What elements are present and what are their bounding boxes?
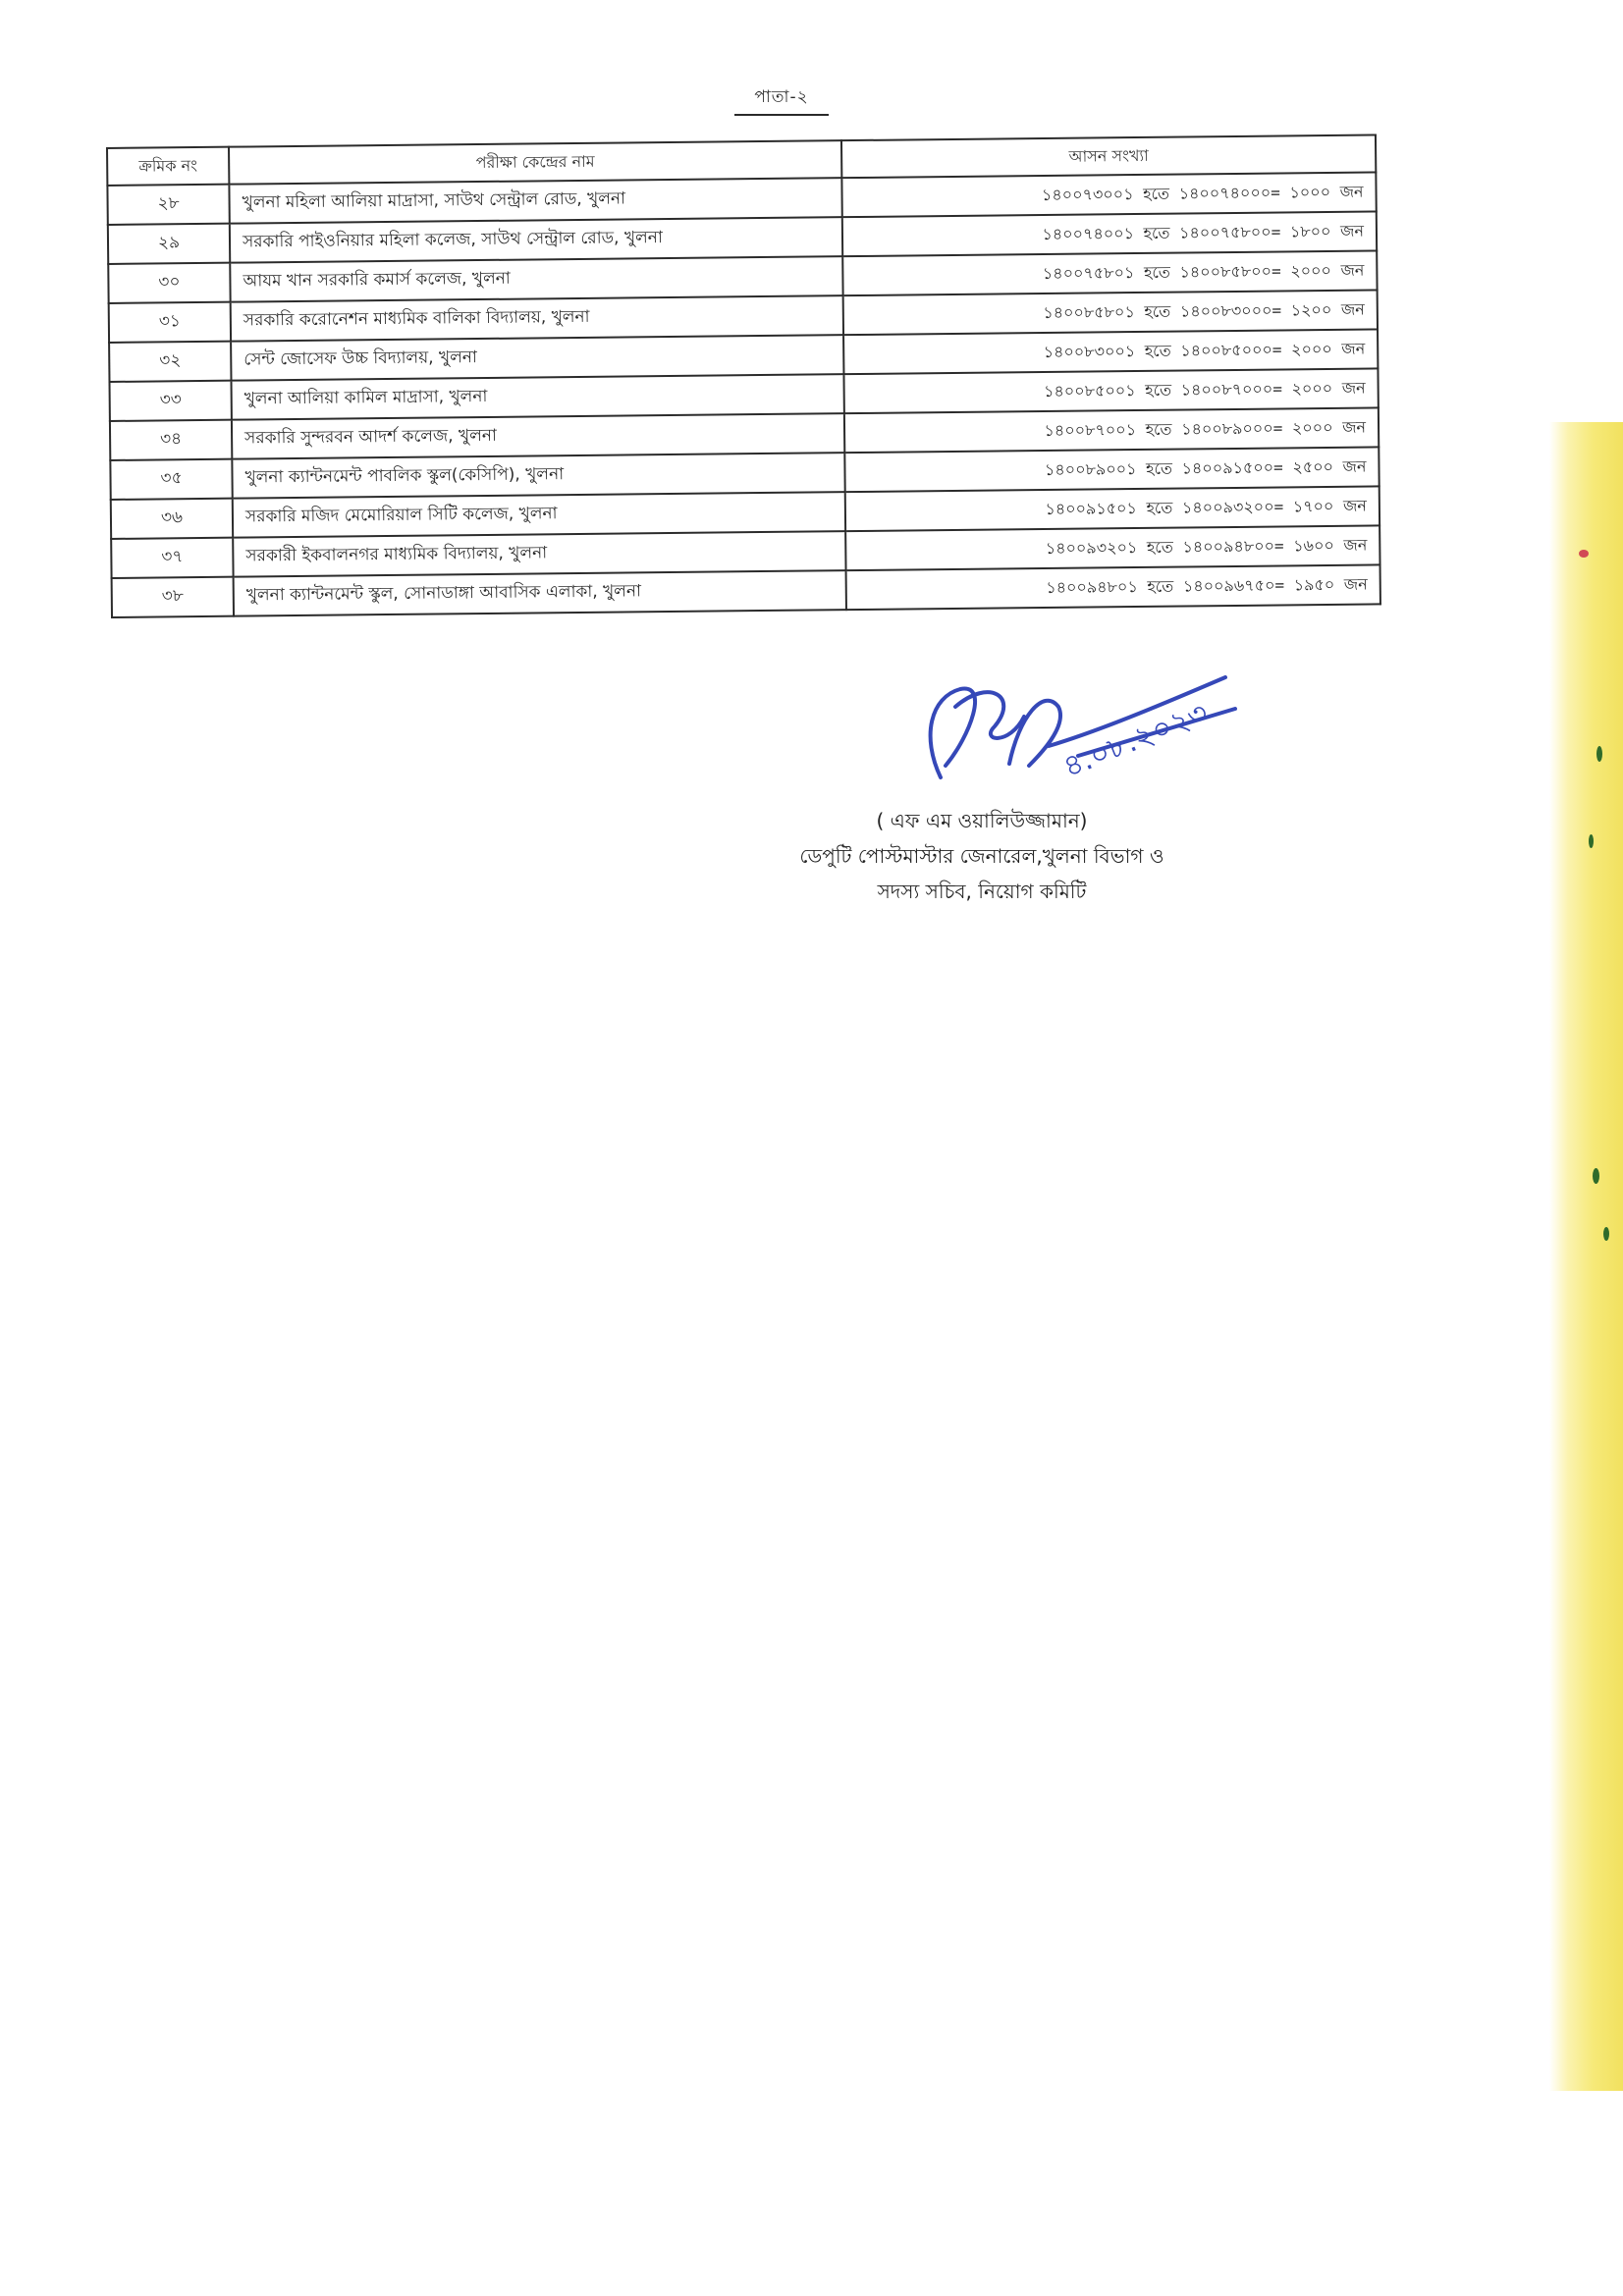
row-seat-range: ১৪০০৯৪৮০১ হতে ১৪০০৯৬৭৫০= ১৯৫০ জন [846,564,1380,610]
row-center-name: সেন্ট জোসেফ উচ্চ বিদ্যালয়, খুলনা [231,335,843,381]
row-center-name: খুলনা মহিলা আলিয়া মাদ্রাসা, সাউথ সেন্ট্রাল রোড, খুলনা [229,178,841,224]
header-seat-count: আসন সংখ্যা [841,134,1376,178]
row-serial: ২৯ [108,224,230,264]
row-serial: ৩৬ [111,499,233,539]
signature-date: ৪.০৮.২০২৩ [1057,695,1214,785]
signatory-role: সদস্য সচিব, নিয়োগ কমিটি [877,880,1087,903]
row-seat-range: ১৪০০৭৫৮০১ হতে ১৪০০৮৫৮০০= ২০০০ জন [842,250,1377,295]
page-number-label: পাতা-২ [734,84,829,116]
signatory-name: ( এফ এম ওয়ালিউজ্জামান) [876,809,1088,832]
row-center-name: খুলনা ক্যান্টনমেন্ট পাবলিক স্কুল(কেসিপি), খুলনা [232,453,844,499]
paper-stain [1549,422,1623,2091]
row-serial: ৩৫ [110,459,232,500]
row-serial: ৩০ [108,263,230,303]
signatory-block [707,803,1257,909]
row-seat-range: ১৪০০৭৪০০১ হতে ১৪০০৭৫৮০০= ১৮০০ জন [842,211,1377,256]
row-center-name: সরকারি করোনেশন মাধ্যমিক বালিকা বিদ্যালয়, খুলনা [231,295,843,342]
row-seat-range: ১৪০০৮৫৮০১ হতে ১৪০০৮৩০০০= ১২০০ জন [843,290,1378,335]
row-serial: ৩৮ [112,577,234,617]
row-serial: ৩৪ [110,420,232,460]
header-serial: ক্রমিক নং [107,147,229,186]
exam-center-table [106,133,1381,618]
row-seat-range: ১৪০০৮৫০০১ হতে ১৪০০৮৭০০০= ২০০০ জন [843,368,1378,413]
row-center-name: সরকারী ইকবালনগর মাধ্যমিক বিদ্যালয়, খুলনা [233,531,845,577]
header-center-name: পরীক্ষা কেন্দ্রের নাম [229,140,841,185]
row-serial: ২৮ [107,185,229,225]
row-serial: ৩৭ [111,538,233,578]
row-seat-range: ১৪০০৭৩০০১ হতে ১৪০০৭৪০০০= ১০০০ জন [841,172,1376,217]
row-center-name: সরকারি পাইওনিয়ার মহিলা কলেজ, সাউথ সেন্ট্রাল রোড, খুলনা [230,217,842,263]
row-center-name: আযম খান সরকারি কমার্স কলেজ, খুলনা [230,256,842,302]
row-center-name: সরকারি সুন্দরবন আদর্শ কলেজ, খুলনা [232,413,844,459]
handwritten-signature [901,648,1324,795]
row-seat-range: ১৪০০৮৭০০১ হতে ১৪০০৮৯০০০= ২০০০ জন [844,407,1379,453]
row-center-name: সরকারি মজিদ মেমোরিয়াল সিটি কলেজ, খুলনা [233,492,845,538]
row-center-name: খুলনা আলিয়া কামিল মাদ্রাসা, খুলনা [231,374,843,420]
row-serial: ৩২ [109,342,231,382]
exam-center-table-wrapper [106,133,1381,618]
row-serial: ৩১ [109,302,231,343]
row-serial: ৩৩ [110,381,232,421]
row-seat-range: ১৪০০৮৩০০১ হতে ১৪০০৮৫০০০= ২০০০ জন [843,329,1378,374]
row-seat-range: ১৪০০৯৩২০১ হতে ১৪০০৯৪৮০০= ১৬০০ জন [845,525,1380,570]
row-seat-range: ১৪০০৮৯০০১ হতে ১৪০০৯১৫০০= ২৫০০ জন [844,447,1379,492]
row-seat-range: ১৪০০৯১৫০১ হতে ১৪০০৯৩২০০= ১৭০০ জন [845,486,1380,531]
row-center-name: খুলনা ক্যান্টনমেন্ট স্কুল, সোনাডাঙ্গা আবাসিক এলাকা, খুলনা [234,570,846,616]
signatory-designation: ডেপুটি পোস্টমাস্টার জেনারেল,খুলনা বিভাগ ও [799,844,1164,868]
